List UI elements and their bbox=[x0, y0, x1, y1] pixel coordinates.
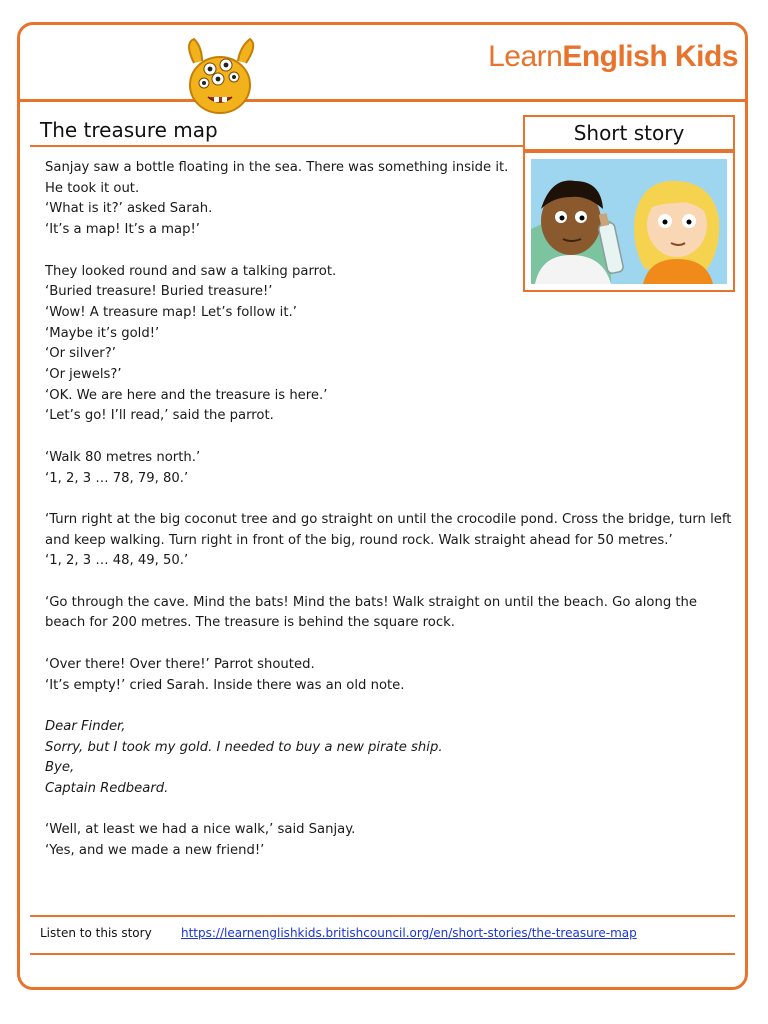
brand-logo[interactable]: LearnEnglish Kids bbox=[488, 40, 738, 73]
story-paragraph bbox=[45, 262, 735, 428]
story-line: They looked round and saw a talking parrot. bbox=[45, 263, 337, 279]
story-line: ‘Turn right at the big coconut tree and go straight on until the crocodile pond. Cross the bridge, turn left and keep walking. Turn right in front of the big, round rock. Walk straight ahead for 50 metres.’ bbox=[45, 511, 732, 548]
story-line: ‘1, 2, 3 … 48, 49, 50.’ bbox=[45, 553, 189, 569]
pirate-letter bbox=[45, 717, 735, 800]
story-line: ‘Let’s go! I’ll read,’ said the parrot. bbox=[45, 408, 274, 424]
letter-line: Dear Finder, bbox=[45, 718, 126, 734]
letter-line: Sorry, but I took my gold. I needed to buy a new pirate ship. bbox=[45, 739, 443, 755]
story-paragraph bbox=[45, 655, 735, 696]
story-line: ‘What is it?’ asked Sarah. bbox=[45, 201, 213, 217]
story-line: ‘Buried treasure! Buried treasure!’ bbox=[45, 284, 273, 300]
story-line: ‘Yes, and we made a new friend!’ bbox=[45, 843, 265, 859]
footer-divider-top bbox=[30, 915, 735, 917]
story-text bbox=[45, 158, 735, 882]
story-paragraph bbox=[45, 820, 735, 861]
title-underline bbox=[30, 145, 525, 147]
story-paragraph bbox=[45, 158, 735, 241]
category-tag: Short story bbox=[523, 115, 735, 151]
story-line: ‘Or jewels?’ bbox=[45, 367, 122, 383]
story-line: ‘Wow! A treasure map! Let’s follow it.’ bbox=[45, 304, 297, 320]
letter-line: Bye, bbox=[45, 760, 75, 776]
monster-mascot-icon bbox=[172, 33, 268, 117]
story-line: ‘Well, at least we had a nice walk,’ said Sanjay. bbox=[45, 822, 356, 838]
story-line: He took it out. bbox=[45, 180, 140, 196]
story-line: ‘It’s empty!’ cried Sarah. Inside there was an old note. bbox=[45, 677, 405, 693]
story-line: ‘Or silver?’ bbox=[45, 346, 116, 362]
footer-divider-bottom bbox=[30, 953, 735, 955]
story-paragraph bbox=[45, 593, 735, 634]
page-title: The treasure map bbox=[40, 118, 218, 142]
story-line: ‘Walk 80 metres north.’ bbox=[45, 449, 201, 465]
header-divider bbox=[17, 99, 748, 102]
story-line: ‘OK. We are here and the treasure is here.’ bbox=[45, 387, 328, 403]
story-line: ‘It’s a map! It’s a map!’ bbox=[45, 222, 200, 238]
story-audio-link[interactable]: https://learnenglishkids.britishcouncil.org/en/short-stories/the-treasure-map bbox=[181, 926, 637, 940]
story-paragraph bbox=[45, 448, 735, 489]
story-line: Sanjay saw a bottle floating in the sea. There was something inside it. bbox=[45, 160, 509, 175]
story-line: ‘Go through the cave. Mind the bats! Mind the bats! Walk straight on until the beach. Go along the beach for 200 metres. The treasure is behind the square rock. bbox=[45, 594, 698, 631]
story-paragraph bbox=[45, 510, 735, 572]
story-line: ‘Over there! Over there!’ Parrot shouted. bbox=[45, 656, 315, 672]
story-line: ‘Maybe it’s gold!’ bbox=[45, 325, 160, 341]
story-line: ‘1, 2, 3 … 78, 79, 80.’ bbox=[45, 470, 189, 486]
letter-line: Captain Redbeard. bbox=[45, 781, 169, 796]
listen-label: Listen to this story bbox=[40, 926, 152, 940]
